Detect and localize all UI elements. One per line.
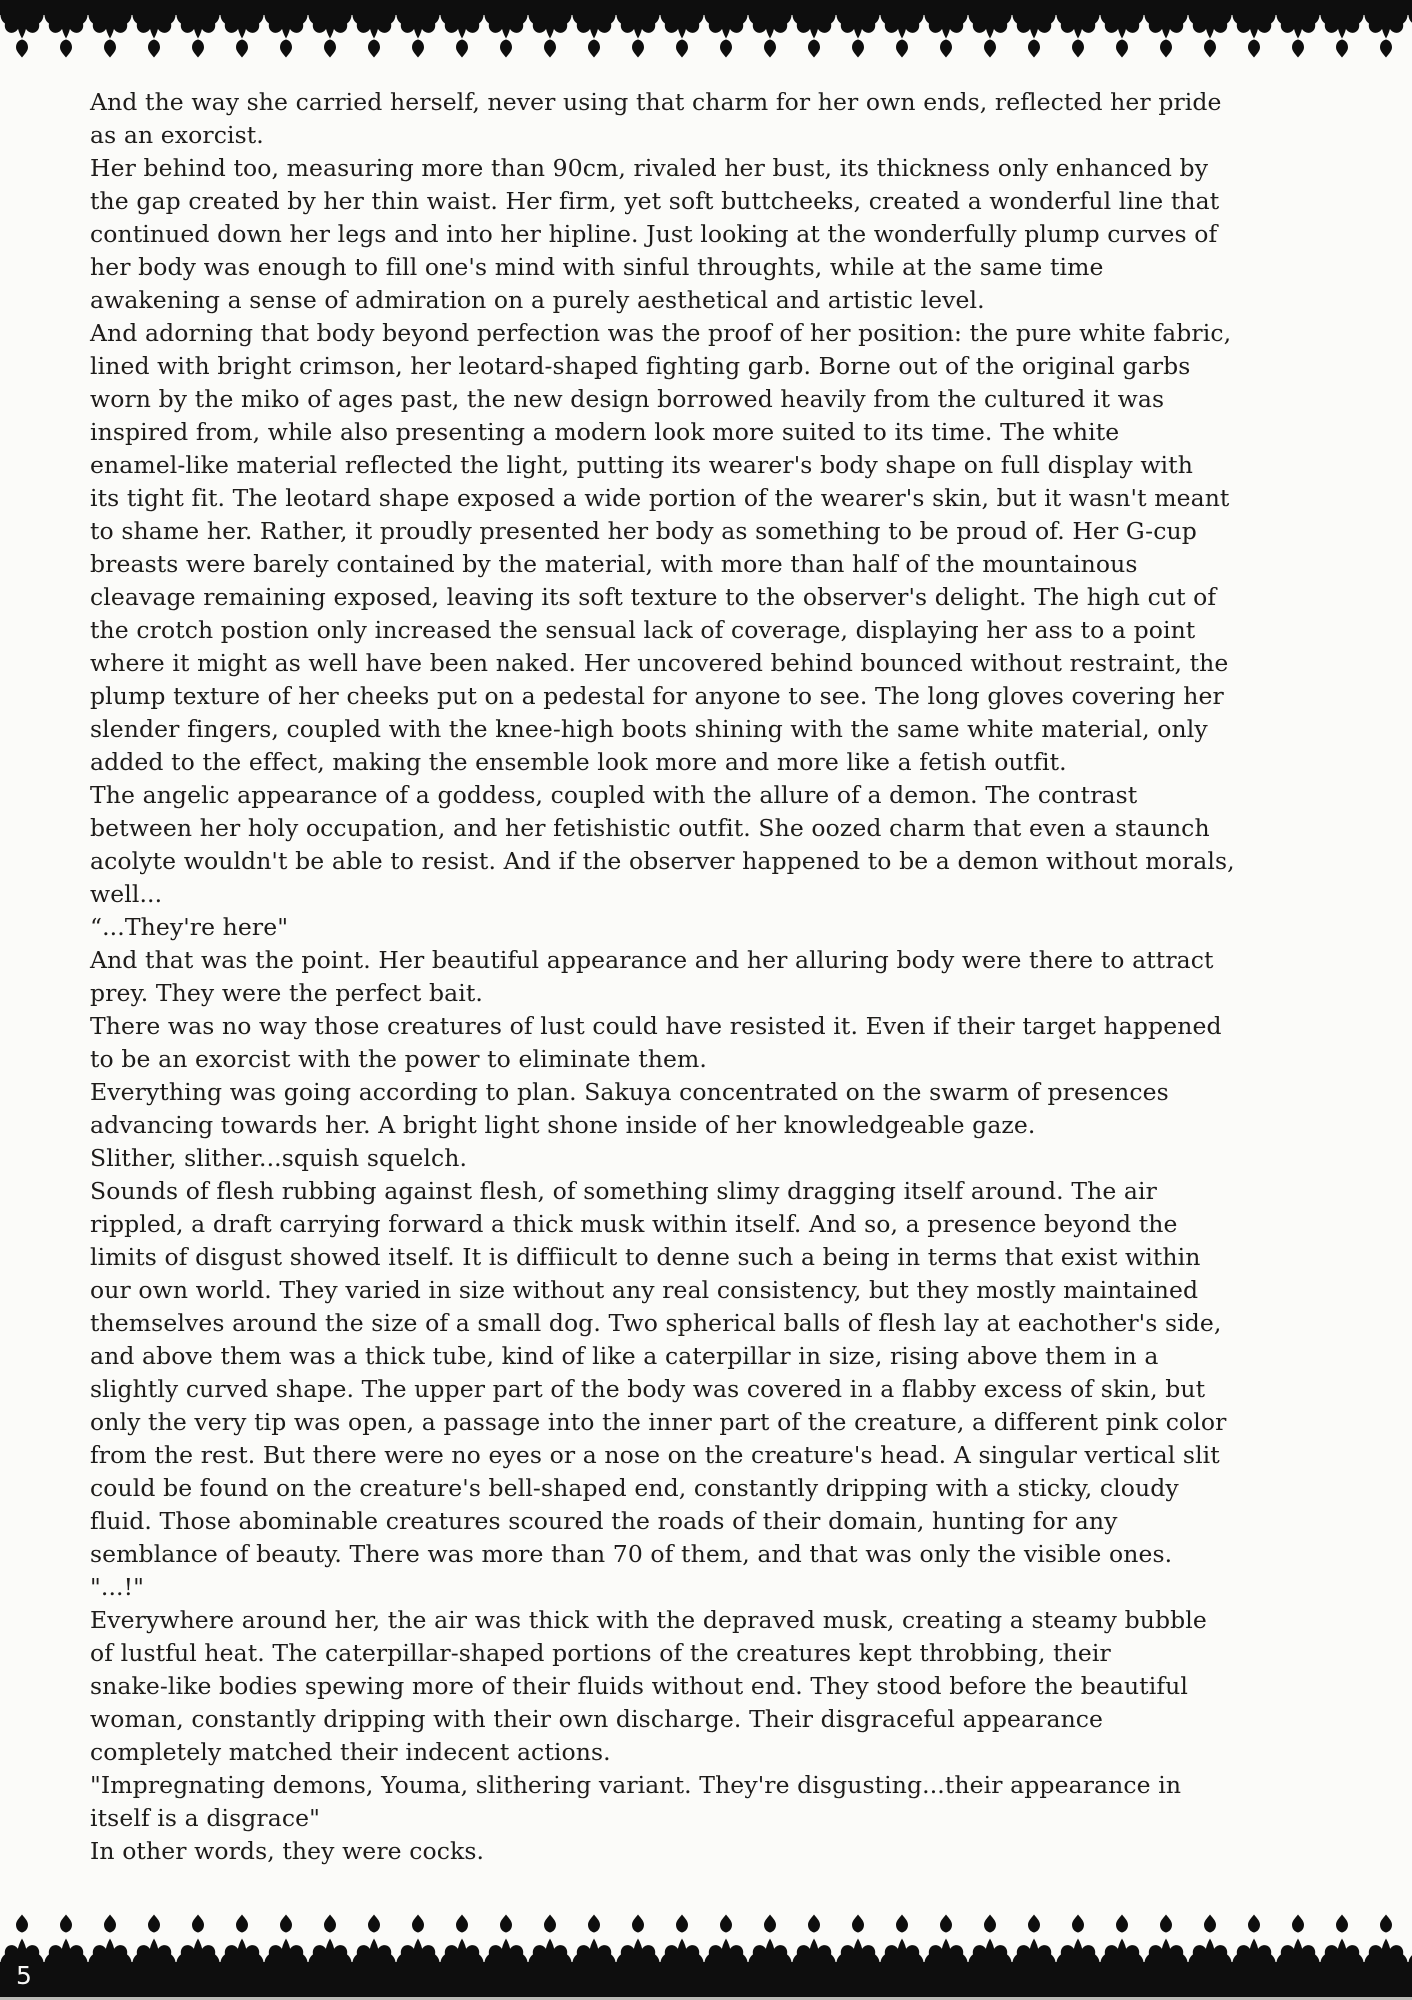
text-line: and above them was a thick tube, kind of like a caterpillar in size, rising above them in a xyxy=(90,1342,1159,1370)
text-line: completely matched their indecent actions. xyxy=(90,1738,611,1766)
text-line: limits of disgust showed itself. It is diffiicult to denne such a being in terms that exist within xyxy=(90,1243,1201,1271)
text-line: between her holy occupation, and her fetishistic outfit. She oozed charm that even a staunch xyxy=(90,814,1210,842)
text-line: of lustful heat. The caterpillar-shaped portions of the creatures kept throbbing, their xyxy=(90,1639,1111,1667)
text-line: continued down her legs and into her hipline. Just looking at the wonderfully plump curves of xyxy=(90,220,1218,248)
bottom-border-ornament xyxy=(0,1906,1412,2000)
text-line: slightly curved shape. The upper part of the body was covered in a flabby excess of skin, but xyxy=(90,1375,1206,1403)
text-line: fluid. Those abominable creatures scoured the roads of their domain, hunting for any xyxy=(90,1507,1118,1535)
text-line: snake-like bodies spewing more of their fluids without end. They stood before the beautiful xyxy=(90,1672,1188,1700)
text-line: to be an exorcist with the power to eliminate them. xyxy=(90,1045,707,1073)
text-line: advancing towards her. A bright light shone inside of her knowledgeable gaze. xyxy=(90,1111,1036,1139)
text-line: worn by the miko of ages past, the new design borrowed heavily from the cultured it was xyxy=(90,385,1165,413)
top-border-ornament xyxy=(0,0,1412,58)
text-line: lined with bright crimson, her leotard-shaped fighting garb. Borne out of the original garbs xyxy=(90,352,1191,380)
text-line: breasts were barely contained by the material, with more than half of the mountainous xyxy=(90,550,1138,578)
text-line: semblance of beauty. There was more than 70 of them, and that was only the visible ones. xyxy=(90,1540,1173,1568)
text-line: cleavage remaining exposed, leaving its soft texture to the observer's delight. The high cut of xyxy=(90,583,1217,611)
text-line: could be found on the creature's bell-shaped end, constantly dripping with a sticky, cloudy xyxy=(90,1474,1179,1502)
text-line: our own world. They varied in size without any real consistency, but they mostly maintained xyxy=(90,1276,1199,1304)
text-line: And adorning that body beyond perfection was the proof of her position: the pure white fabric, xyxy=(90,319,1232,347)
text-line: Sounds of flesh rubbing against flesh, of something slimy dragging itself around. The air xyxy=(90,1177,1157,1205)
text-line: themselves around the size of a small dog. Two spherical balls of flesh lay at eachother's side, xyxy=(90,1309,1222,1337)
text-line: acolyte wouldn't be able to resist. And if the observer happened to be a demon without morals, xyxy=(90,847,1235,875)
text-line: the crotch postion only increased the sensual lack of coverage, displaying her ass to a point xyxy=(90,616,1196,644)
text-line: inspired from, while also presenting a modern look more suited to its time. The white xyxy=(90,418,1120,446)
text-line: Everywhere around her, the air was thick with the depraved musk, creating a steamy bubble xyxy=(90,1606,1207,1634)
text-line: In other words, they were cocks. xyxy=(90,1837,485,1865)
text-line: from the rest. But there were no eyes or a nose on the creature's head. A singular vertical slit xyxy=(90,1441,1220,1469)
text-line: added to the effect, making the ensemble look more and more like a fetish outfit. xyxy=(90,748,1067,776)
text-line: "Impregnating demons, Youma, slithering variant. They're disgusting...their appearance in xyxy=(90,1771,1182,1799)
text-line: prey. They were the perfect bait. xyxy=(90,979,483,1007)
text-line: its tight fit. The leotard shape exposed a wide portion of the wearer's skin, but it wasn't meant xyxy=(90,484,1230,512)
page-number: 5 xyxy=(16,1961,32,1990)
text-line: The angelic appearance of a goddess, coupled with the allure of a demon. The contrast xyxy=(90,781,1138,809)
text-line: enamel-like material reflected the light, putting its wearer's body shape on full display with xyxy=(90,451,1193,479)
text-line: rippled, a draft carrying forward a thick musk within itself. And so, a presence beyond the xyxy=(90,1210,1178,1238)
text-line: "...!" xyxy=(90,1573,145,1601)
text-line: awakening a sense of admiration on a purely aesthetical and artistic level. xyxy=(90,286,985,314)
text-line: Her behind too, measuring more than 90cm, rivaled her bust, its thickness only enhanced by xyxy=(90,154,1209,182)
text-line: where it might as well have been naked. Her uncovered behind bounced without restraint, the xyxy=(90,649,1229,677)
text-line: as an exorcist. xyxy=(90,121,264,149)
text-line: the gap created by her thin waist. Her firm, yet soft buttcheeks, created a wonderful line that xyxy=(90,187,1220,215)
text-line: woman, constantly dripping with their own discharge. Their disgraceful appearance xyxy=(90,1705,1104,1733)
text-line: well... xyxy=(90,880,163,908)
text-line: “...They're here" xyxy=(90,913,289,941)
text-line: There was no way those creatures of lust could have resisted it. Even if their target happened xyxy=(90,1012,1222,1040)
text-line: slender fingers, coupled with the knee-high boots shining with the same white material, only xyxy=(90,715,1208,743)
text-line: itself is a disgrace" xyxy=(90,1804,321,1832)
text-line: Everything was going according to plan. Sakuya concentrated on the swarm of presences xyxy=(90,1078,1169,1106)
text-line: her body was enough to fill one's mind with sinful throughts, while at the same time xyxy=(90,253,1104,281)
story-text xyxy=(90,86,1330,1868)
text-line: only the very tip was open, a passage into the inner part of the creature, a different pink color xyxy=(90,1408,1227,1436)
text-line: Slither, slither...squish squelch. xyxy=(90,1144,468,1172)
text-line: And that was the point. Her beautiful appearance and her alluring body were there to attract xyxy=(90,946,1214,974)
text-line: to shame her. Rather, it proudly presented her body as something to be proud of. Her G-cup xyxy=(90,517,1197,545)
text-line: And the way she carried herself, never using that charm for her own ends, reflected her pride xyxy=(90,88,1222,116)
text-line: plump texture of her cheeks put on a pedestal for anyone to see. The long gloves covering her xyxy=(90,682,1224,710)
